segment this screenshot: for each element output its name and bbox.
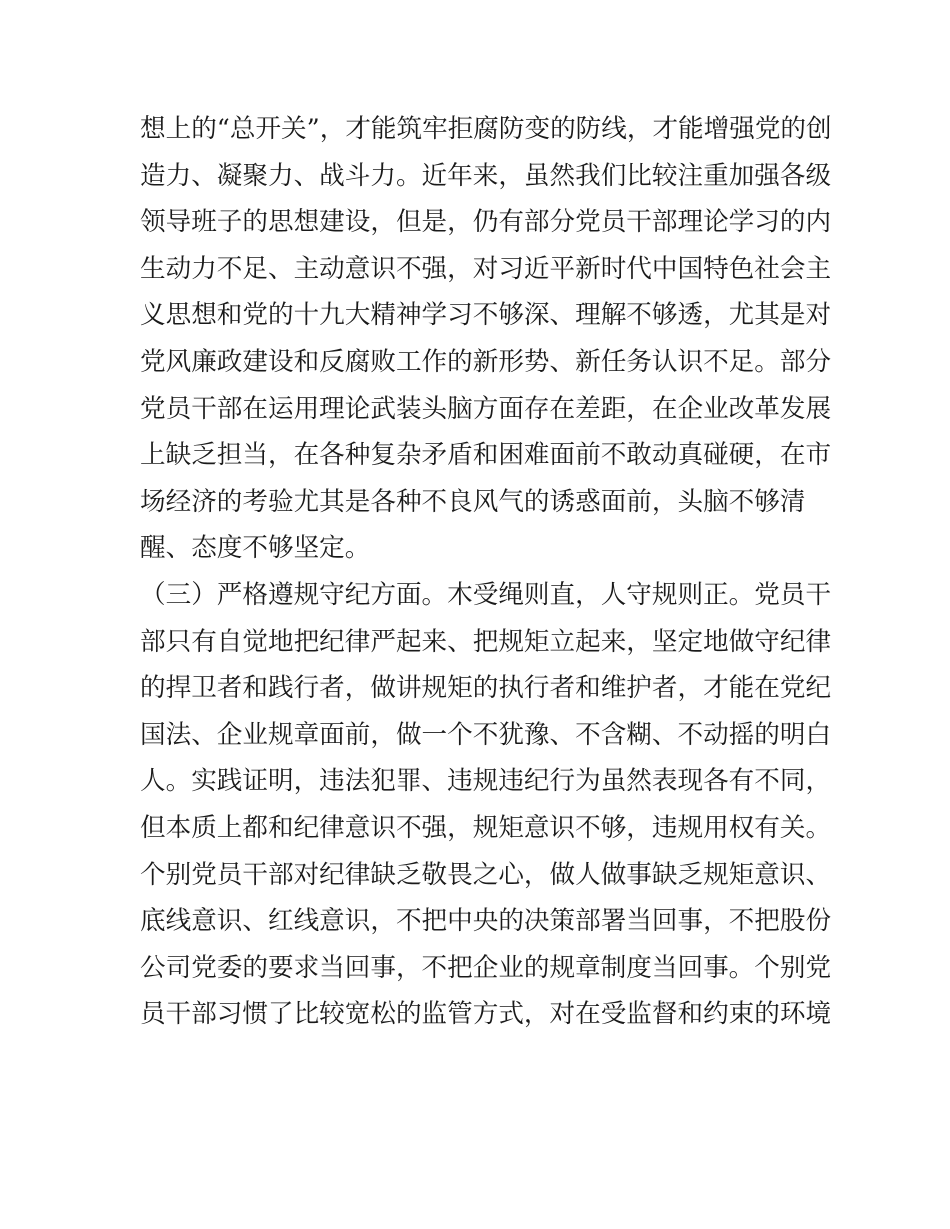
section-heading-line: （三）严格遵规守纪方面。木受绳则直，人守规则正。党员干	[140, 579, 832, 610]
text-line: 人。实践证明，违法犯罪、违规违纪行为虽然表现各有不同，	[140, 766, 832, 797]
text-line: 的捍卫者和践行者，做讲规矩的执行者和维护者，才能在党纪	[140, 673, 832, 704]
text-line: 员干部习惯了比较宽松的监管方式，对在受监督和约束的环境	[140, 999, 832, 1030]
text-line: 公司党委的要求当回事，不把企业的规章制度当回事。个别党	[140, 952, 832, 983]
text-line: 但本质上都和纪律意识不强，规矩意识不够，违规用权有关。	[140, 812, 832, 843]
text-line: 党员干部在运用理论武装头脑方面存在差距，在企业改革发展	[140, 393, 832, 424]
text-line: 造力、凝聚力、战斗力。近年来，虽然我们比较注重加强各级	[140, 160, 832, 191]
text-line: 领导班子的思想建设，但是，仍有部分党员干部理论学习的内	[140, 207, 832, 238]
text-line: 国法、企业规章面前，做一个不犹豫、不含糊、不动摇的明白	[140, 719, 832, 750]
text-line: 生动力不足、主动意识不强，对习近平新时代中国特色社会主	[140, 253, 832, 284]
text-line: 党风廉政建设和反腐败工作的新形势、新任务认识不足。部分	[140, 346, 832, 377]
text-line: 义思想和党的十九大精神学习不够深、理解不够透，尤其是对	[140, 300, 832, 331]
text-line: 个别党员干部对纪律缺乏敬畏之心，做人做事缺乏规矩意识、	[140, 859, 832, 890]
body-text	[140, 106, 832, 1038]
text-line: 醒、态度不够坚定。	[140, 533, 371, 564]
text-line: 底线意识、红线意识，不把中央的决策部署当回事，不把股份	[140, 906, 832, 937]
text-line: 上缺乏担当，在各种复杂矛盾和困难面前不敢动真碰硬，在市	[140, 440, 832, 471]
text-line: 部只有自觉地把纪律严起来、把规矩立起来，坚定地做守纪律	[140, 626, 832, 657]
text-line: 场经济的考验尤其是各种不良风气的诱惑面前，头脑不够清	[140, 486, 806, 517]
text-line: 想上的“总开关”，才能筑牢拒腐防变的防线，才能增强党的创	[140, 114, 832, 144]
